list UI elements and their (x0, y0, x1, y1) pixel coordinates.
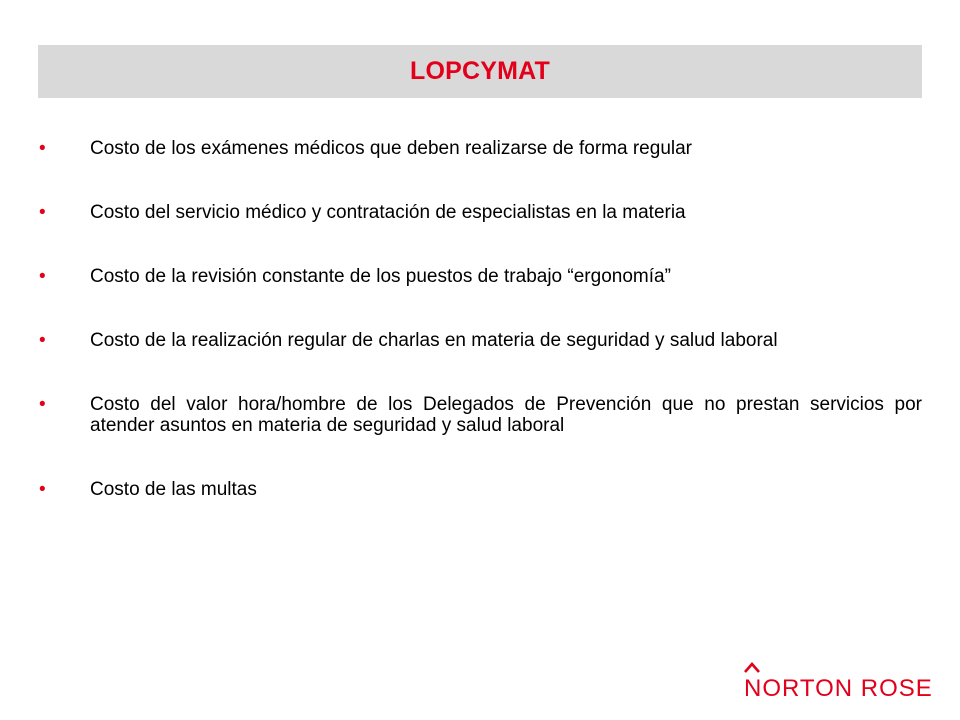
list-item (36, 138, 922, 159)
bullet-text: Costo de las multas (90, 479, 257, 500)
list-item (36, 394, 922, 436)
bullet-text: Costo de los exámenes médicos que deben realizarse de forma regular (90, 138, 692, 159)
bullet-icon: • (39, 479, 46, 500)
list-item (36, 479, 922, 500)
list-item (36, 202, 922, 223)
bullet-list (36, 138, 922, 500)
bullet-icon: • (39, 138, 46, 159)
bullet-icon: • (39, 330, 46, 351)
bullet-icon: • (39, 266, 46, 287)
title-bar (38, 45, 922, 98)
bullet-icon: • (39, 394, 46, 415)
norton-rose-logo (744, 662, 933, 702)
bullet-text: Costo del servicio médico y contratación de especialistas en la materia (90, 202, 686, 223)
bullet-text: Costo del valor hora/hombre de los Delegados de Prevención que no prestan servicios por atender asuntos en materia de seguridad y salud laboral (90, 394, 922, 436)
chevron-logo-icon (744, 662, 760, 674)
bullet-text: Costo de la revisión constante de los puestos de trabajo “ergonomía” (90, 266, 671, 287)
list-item (36, 330, 922, 351)
list-item (36, 266, 922, 287)
bullet-icon: • (39, 202, 46, 223)
slide-title: LOPCYMAT (409, 57, 550, 85)
logo-text: NORTON ROSE (744, 675, 933, 702)
bullet-text: Costo de la realización regular de charlas en materia de seguridad y salud laboral (90, 330, 778, 351)
